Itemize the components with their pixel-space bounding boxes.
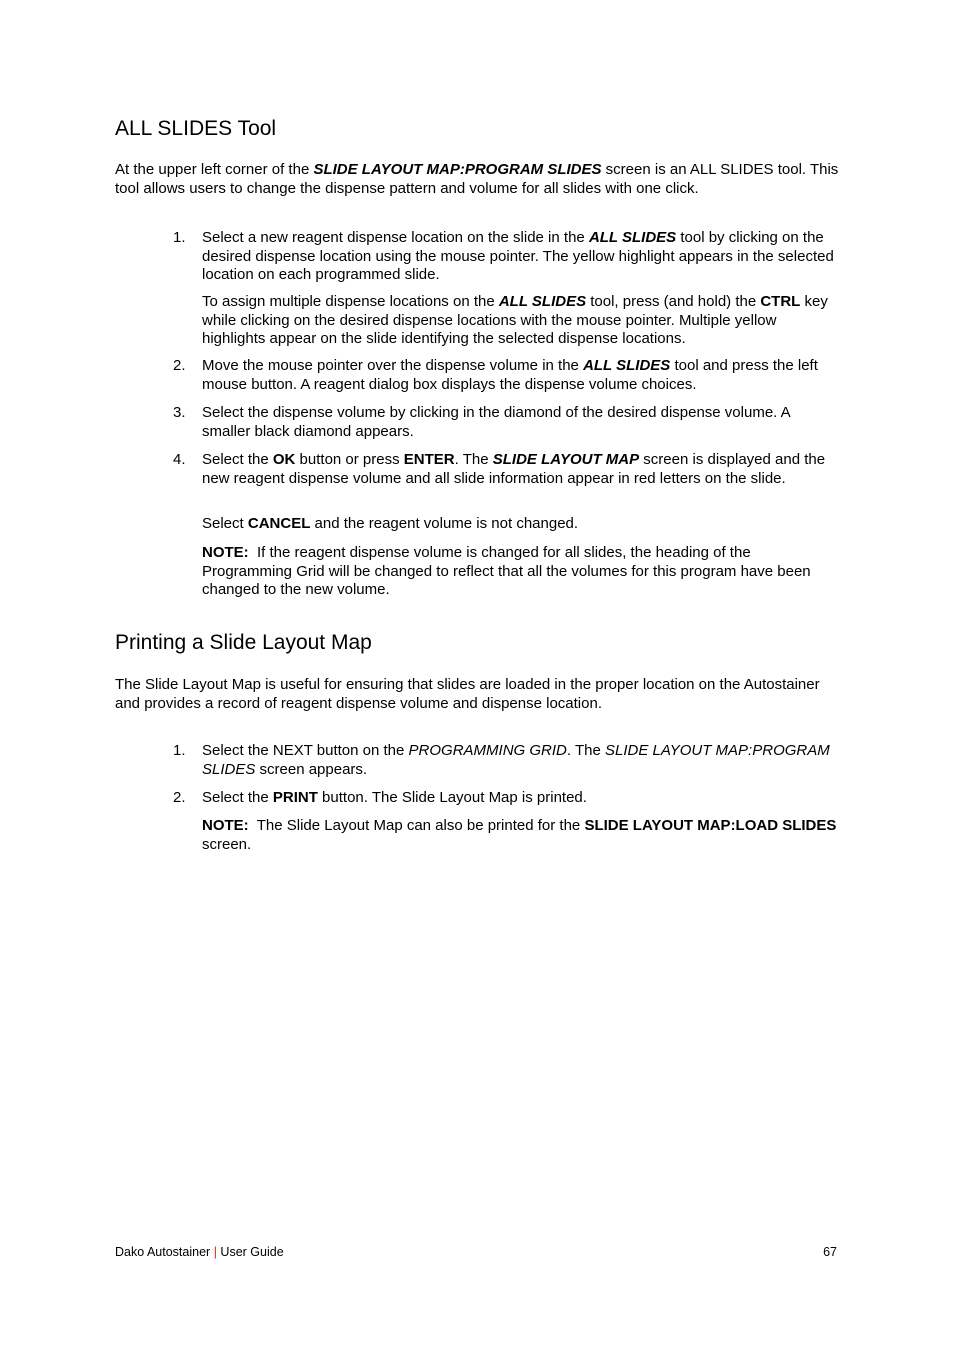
list-item-text xyxy=(202,742,842,779)
item-text: Select the NEXT button on the xyxy=(202,742,409,759)
list-number: 4. xyxy=(173,451,186,468)
item-text: Select xyxy=(202,515,248,532)
list-item-4-cancel-note xyxy=(202,515,842,534)
item-text: screen is displayed and the new reagent dispense volume and all slide information appear in red letters on the slide. xyxy=(202,451,826,487)
item-text: To assign multiple dispense locations on the xyxy=(202,293,499,310)
button-name: PRINT xyxy=(272,789,318,806)
key-name: CTRL xyxy=(760,293,801,310)
section-heading-all-slides-tool: ALL SLIDES Tool xyxy=(115,117,277,140)
item-text: Select the xyxy=(202,451,273,468)
button-name: OK xyxy=(272,451,296,468)
item-text: key while clicking on the desired dispense locations with the mouse pointer. Multiple yellow highlights appear on the slide identifying the selected dispense locations. xyxy=(202,293,828,347)
intro-text: screen is an ALL SLIDES tool. This tool allows users to change the dispense pattern and volume for all slides with one click. xyxy=(115,161,839,197)
note-text: If the reagent dispense volume is changed for all slides, the heading of the Programming Grid will be changed to reflect that all the volumes for this program have been changed to the new volume. xyxy=(202,544,815,598)
item-emphasis: ALL SLIDES xyxy=(588,229,677,246)
footer-brand: Dako Autostainer xyxy=(115,1245,211,1259)
intro-screen-name: SLIDE LAYOUT MAP:PROGRAM SLIDES xyxy=(313,161,602,178)
item-text: . The xyxy=(454,451,493,468)
printing-intro-paragraph: The Slide Layout Map is useful for ensuring that slides are loaded in the proper location on the Autostainer and provides a record of reagent dispense volume and dispense location. xyxy=(115,676,820,712)
all-slides-intro-paragraph xyxy=(115,161,840,198)
note-label: NOTE: xyxy=(202,544,249,561)
section-heading-printing-slide-layout-map: Printing a Slide Layout Map xyxy=(115,631,372,654)
item-text: button or press xyxy=(295,451,404,468)
item-text: Select a new reagent dispense location on the slide in the xyxy=(202,229,589,246)
list-number: 2. xyxy=(173,789,186,806)
key-name: ENTER xyxy=(403,451,455,468)
intro-text: At the upper left corner of the xyxy=(115,161,314,178)
item-text: and the reagent volume is not changed. xyxy=(310,515,579,532)
item-emphasis: SLIDE LAYOUT MAP xyxy=(492,451,640,468)
item-text: Select the xyxy=(202,789,273,806)
print-list-item-2-note xyxy=(202,817,842,854)
list-number: 1. xyxy=(173,742,186,759)
page-number: 67 xyxy=(823,1245,837,1259)
button-name: CANCEL xyxy=(247,515,311,532)
screen-name: SLIDE LAYOUT MAP:LOAD SLIDES xyxy=(584,817,837,834)
list-item-text xyxy=(202,357,842,394)
item-emphasis: PROGRAMMING GRID xyxy=(408,742,567,759)
item-emphasis: SLIDE LAYOUT MAP:PROGRAM SLIDES xyxy=(202,742,830,778)
footer-title xyxy=(115,1244,284,1260)
list-item-text xyxy=(202,451,842,488)
item-text: . The xyxy=(566,742,605,759)
item-text: tool by clicking on the desired dispense location using the mouse pointer. The yellow highlight appears in the selected location on each programmed slide. xyxy=(202,229,834,283)
list-number: 2. xyxy=(173,357,186,374)
item-emphasis: ALL SLIDES xyxy=(583,357,671,374)
item-text: Move the mouse pointer over the dispense volume in the xyxy=(202,357,584,374)
list-item-4-note xyxy=(202,544,842,600)
item-emphasis: ALL SLIDES xyxy=(498,293,587,310)
item-text: screen appears. xyxy=(255,760,368,778)
list-item-text: Select the dispense volume by clicking in the diamond of the desired dispense volume. A smaller black diamond appears. xyxy=(202,404,790,440)
list-item-text xyxy=(202,229,842,285)
note-text: The Slide Layout Map can also be printed for the xyxy=(248,817,585,834)
footer-guide: User Guide xyxy=(220,1245,284,1259)
list-item-text xyxy=(202,789,842,808)
item-text: button. The Slide Layout Map is printed. xyxy=(317,789,587,806)
list-item-1-detail xyxy=(202,293,842,349)
item-text: tool, press (and hold) the xyxy=(586,293,761,310)
list-number: 3. xyxy=(173,404,186,421)
note-label: NOTE: xyxy=(202,817,249,834)
list-number: 1. xyxy=(173,229,186,246)
item-text: tool and press the left mouse button. A reagent dialog box displays the dispense volume choices. xyxy=(202,357,818,393)
footer-separator: | xyxy=(213,1245,217,1259)
note-text: screen. xyxy=(202,835,252,853)
